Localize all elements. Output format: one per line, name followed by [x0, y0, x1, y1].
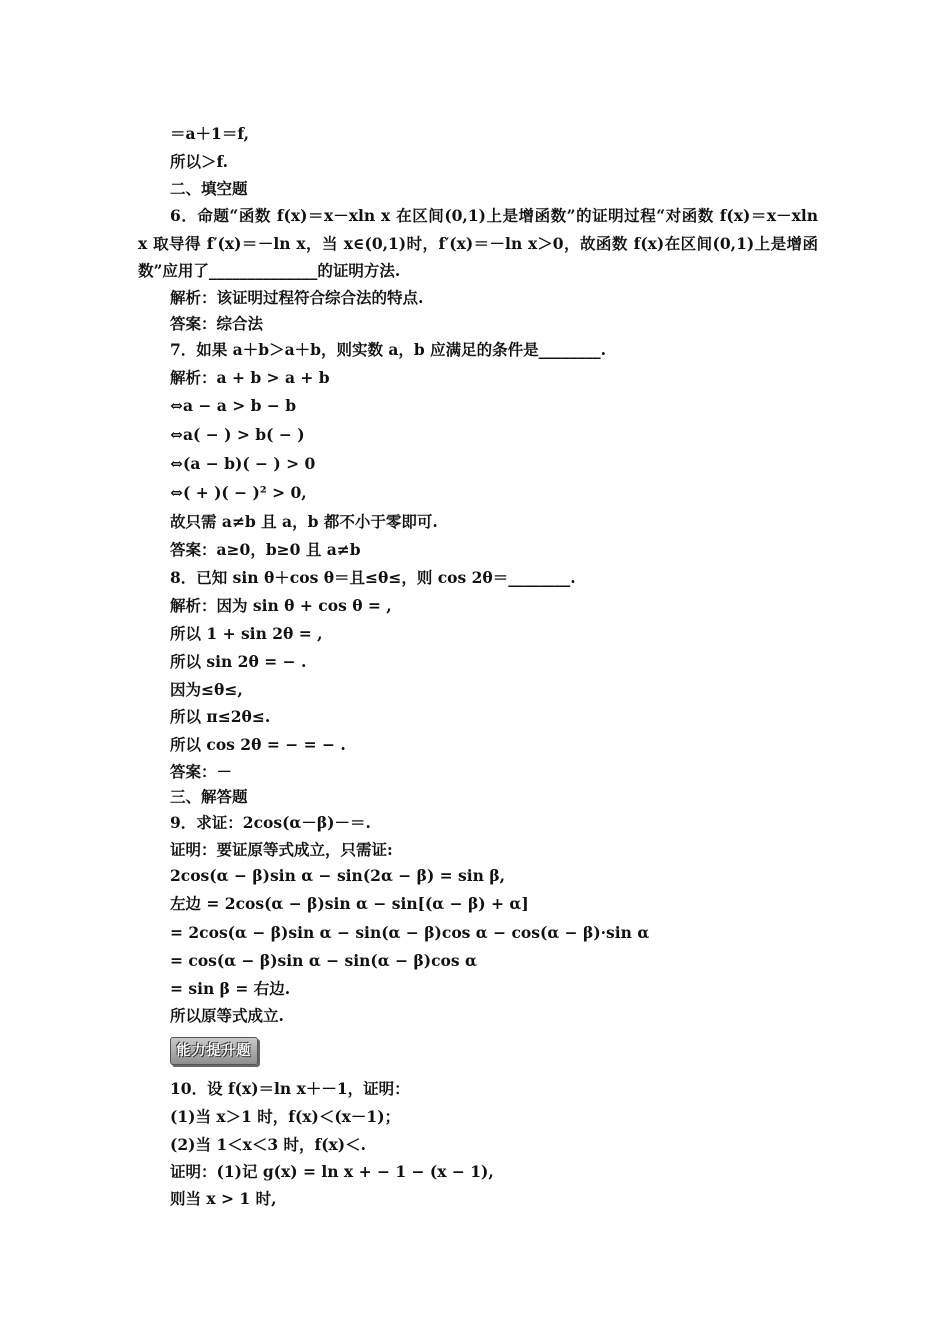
math-line: 2cos(α − β)sin α − sin(2α − β) = sin β,: [170, 866, 506, 885]
math-line: 所以 π≤2θ≤.: [170, 707, 271, 726]
answer-line: 答案：－: [170, 762, 233, 781]
math-line: ⇔(a − b)( − ) > 0: [170, 454, 316, 473]
analysis-line: 解析：因为 sin θ + cos θ = ,: [170, 596, 392, 615]
math-line: = cos(α − β)sin α − sin(α − β)cos α: [170, 951, 477, 970]
question-7-line: 7．如果 a＋b＞a＋b，则实数 a，b 应满足的条件是________.: [170, 340, 607, 359]
answer-line: 答案：综合法: [170, 314, 264, 333]
math-line: = sin β = 右边.: [170, 979, 291, 998]
question-10-line: (1)当 x＞1 时，f(x)＜(x－1)；: [170, 1107, 401, 1126]
question-6-line: 6．命题“函数 f(x)＝x－xln x 在区间(0,1)上是增函数”的证明过程“对函数 f(x)＝x－xln: [170, 206, 818, 225]
math-line: ⇔a( − ) > b( − ): [170, 425, 305, 444]
question-6-line: x 取导得 f′(x)＝－ln x，当 x∈(0,1)时，f′(x)＝－ln x＞0，故函数 f(x)在区间(0,1)上是增函: [138, 234, 818, 253]
section-heading: 三、解答题: [170, 787, 248, 806]
text-line: 所以＞f.: [170, 152, 229, 171]
section-heading: 二、填空题: [170, 179, 248, 198]
question-10-line: (2)当 1＜x＜3 时，f(x)＜.: [170, 1135, 367, 1154]
math-line: 所以 1 + sin 2θ = ,: [170, 624, 323, 643]
math-line: 左边 = 2cos(α − β)sin α − sin[(α − β) + α]: [170, 894, 529, 913]
proof-line: 证明：要证原等式成立，只需证:: [170, 840, 393, 859]
text-line: 所以原等式成立.: [170, 1006, 284, 1025]
text-line: 故只需 a≠b 且 a，b 都不小于零即可.: [170, 512, 438, 531]
question-6-line: 数”应用了______________的证明方法.: [138, 261, 401, 280]
analysis-line: 解析：该证明过程符合综合法的特点.: [170, 288, 424, 307]
math-line: 所以 sin 2θ = − .: [170, 652, 307, 671]
math-line: 所以 cos 2θ = − = − .: [170, 735, 346, 754]
math-line: ⇔a − a > b − b: [170, 396, 297, 415]
question-8-line: 8．已知 sin θ＋cos θ＝且≤θ≤，则 cos 2θ＝________.: [170, 568, 576, 587]
proof-line: 证明：(1)记 g(x) = ln x + − 1 − (x − 1),: [170, 1162, 494, 1181]
badge-label: 能力提升题: [176, 1043, 252, 1059]
question-10-line: 10．设 f(x)＝ln x＋－1，证明：: [170, 1079, 410, 1098]
ability-improvement-badge: [170, 1037, 258, 1065]
answer-line: 答案：a≥0，b≥0 且 a≠b: [170, 540, 361, 559]
math-line: = 2cos(α − β)sin α − sin(α − β)cos α − cos(α − β)·sin α: [170, 923, 650, 942]
math-line: ⇔( + )( − )² > 0,: [170, 483, 307, 502]
math-line: 因为≤θ≤,: [170, 680, 243, 699]
proof-line: 则当 x > 1 时,: [170, 1189, 277, 1208]
question-9-line: 9．求证：2cos(α－β)－＝.: [170, 813, 371, 832]
analysis-line: 解析：a + b > a + b: [170, 368, 330, 387]
text-line: ＝a＋1＝f,: [170, 124, 250, 143]
